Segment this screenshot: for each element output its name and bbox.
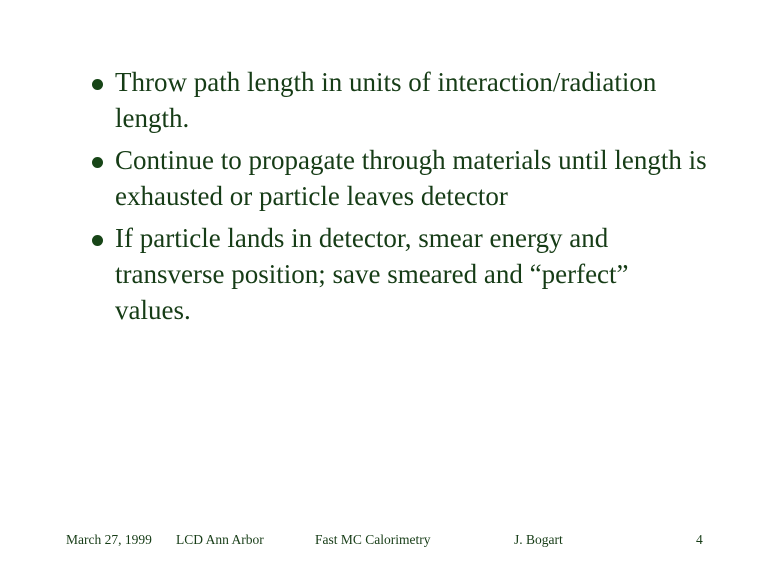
bullet-text: If particle lands in detector, smear energy and transverse position; save smeared and “perfect” values.	[115, 223, 629, 325]
footer-date: March 27, 1999	[66, 532, 152, 547]
bullet-item	[88, 64, 708, 136]
bullet-dot-icon	[92, 79, 103, 90]
page-number: 4	[696, 532, 703, 547]
bullet-item	[88, 142, 708, 214]
bullet-item	[88, 220, 708, 328]
bullet-text: Throw path length in units of interaction/radiation length.	[115, 67, 657, 133]
footer-event: LCD Ann Arbor	[176, 532, 264, 547]
bullet-dot-icon	[92, 235, 103, 246]
footer-title: Fast MC Calorimetry	[315, 532, 431, 547]
bullet-text: Continue to propagate through materials until length is exhausted or particle leaves detector	[115, 145, 707, 211]
footer-author: J. Bogart	[514, 532, 563, 547]
bullet-dot-icon	[92, 157, 103, 168]
slide-footer	[0, 530, 768, 550]
bullet-list	[88, 64, 708, 334]
